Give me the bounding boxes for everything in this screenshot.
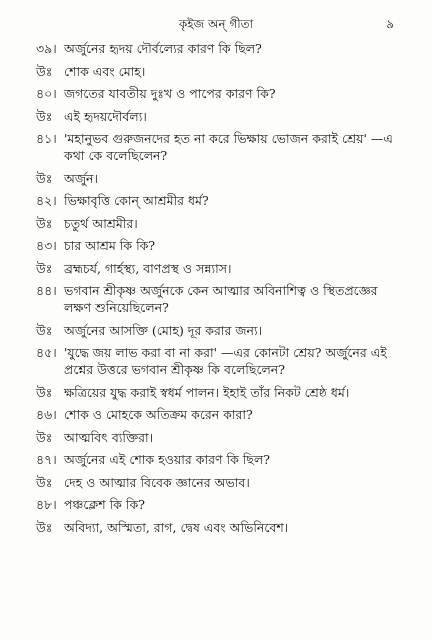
answer-text: দেহ ও আত্মার বিবেক জ্ঞানের অভাব।: [64, 475, 250, 490]
question-row: [36, 40, 408, 57]
question-text: অর্জুনের হৃদয় দৌর্বল্যের কারণ কি ছিল?: [64, 41, 262, 56]
answer-row: [36, 260, 408, 277]
answer-label: উঃ: [36, 323, 53, 338]
question-row: [36, 451, 408, 468]
qa-entry: [36, 282, 408, 339]
answer-label: উঃ: [36, 385, 53, 400]
answer-row: [36, 63, 408, 80]
question-number: ৪৪।: [36, 283, 57, 298]
answer-label: উঃ: [36, 261, 53, 276]
qa-entry: [36, 40, 408, 80]
question-row: [36, 237, 408, 254]
question-row: [36, 85, 408, 102]
question-row: [36, 496, 408, 513]
question-number: ৪৮।: [36, 497, 57, 512]
answer-row: [36, 519, 408, 536]
question-text: ভগবান শ্রীকৃষ্ণ অর্জুনকে কেন আত্মার অবিনাশিত্ব ও স্থিতপ্রজ্ঞের লক্ষণ শুনিয়েছিলেন?: [64, 283, 378, 315]
question-number: ৪০।: [36, 86, 57, 101]
answer-row: [36, 108, 408, 125]
answer-row: [36, 384, 408, 401]
question-text: জগতের যাবতীয় দুঃখ ও পাপের কারণ কি?: [64, 86, 276, 101]
running-title: কৃইজ অন্ গীতা: [178, 17, 254, 31]
question-number: ৪১।: [36, 131, 57, 146]
question-number: ৪৬।: [36, 407, 57, 422]
question-number: ৪৫।: [36, 345, 57, 360]
answer-label: উঃ: [36, 64, 53, 79]
page-header: [0, 14, 432, 34]
answer-text: অর্জুনের আসক্তি (মোহ) দূর করার জন্য।: [64, 323, 263, 338]
answer-label: উঃ: [36, 475, 53, 490]
question-row: [36, 406, 408, 423]
question-text: 'মহানুভব গুরুজনদের হত না করে ভিক্ষায় ভোজন করাই শ্রেয়' —এ কথা কে বলেছিলেন?: [64, 131, 393, 163]
qa-entry: [36, 406, 408, 446]
answer-row: [36, 322, 408, 339]
qa-entry: [36, 237, 408, 277]
qa-entry: [36, 85, 408, 125]
qa-entry: [36, 130, 408, 187]
answer-row: [36, 215, 408, 232]
question-text: শোক ও মোহকে অতিক্রম করেন কারা?: [64, 407, 253, 422]
question-row: [36, 130, 408, 164]
qa-entry: [36, 496, 408, 536]
answer-label: উঃ: [36, 109, 53, 124]
question-number: ৩৯।: [36, 41, 57, 56]
answer-label: উঃ: [36, 520, 53, 535]
question-text: চার আশ্রম কি কি?: [64, 238, 156, 253]
answer-row: [36, 474, 408, 491]
question-text: অর্জুনের এই শোক হওয়ার কারণ কি ছিল?: [64, 452, 270, 467]
question-row: [36, 282, 408, 316]
page-number: ৯: [386, 17, 394, 31]
answer-label: উঃ: [36, 430, 53, 445]
answer-text: অর্জুন।: [64, 171, 98, 186]
answer-text: এই হৃদয়দৌর্বল্য।: [64, 109, 147, 124]
question-row: [36, 344, 408, 378]
answer-label: উঃ: [36, 216, 53, 231]
answer-label: উঃ: [36, 171, 53, 186]
question-answer-list: [36, 40, 408, 541]
question-text: 'যুদ্ধে জয় লাভ করা বা না করা' —এর কোনটা শ্রেয়? অর্জুনের এই প্রশ্নের উত্তরে ভগবান শ্রীকৃষ্ণ কি বলেছিলেন?: [64, 345, 387, 377]
qa-entry: [36, 344, 408, 401]
answer-row: [36, 170, 408, 187]
qa-entry: [36, 451, 408, 491]
answer-text: শোক এবং মোহ।: [64, 64, 146, 79]
answer-text: আত্মবিৎ ব্যক্তিরা।: [64, 430, 154, 445]
question-number: ৪৩।: [36, 238, 57, 253]
question-row: [36, 192, 408, 209]
answer-text: অবিদ্যা, অস্মিতা, রাগ, দ্বেষ এবং অভিনিবেশ।: [64, 520, 289, 535]
answer-text: ক্ষত্রিয়ের যুদ্ধ করাই স্বধর্ম পালন। ইহাই তাঁর নিকট শ্রেষ্ঠ ধর্ম।: [64, 385, 350, 400]
answer-text: ব্রহ্মচর্য, গার্হস্থ্য, বাণপ্রস্থ ও সন্ন্যাস।: [64, 261, 232, 276]
answer-text: চতুর্থ আশ্রমীর।: [64, 216, 138, 231]
question-number: ৪৭।: [36, 452, 57, 467]
question-number: ৪২।: [36, 193, 57, 208]
question-text: পঞ্চক্লেশ কি কি?: [64, 497, 145, 512]
question-text: ভিক্ষাবৃত্তি কোন্ আশ্রমীর ধর্ম?: [64, 193, 209, 208]
answer-row: [36, 429, 408, 446]
qa-entry: [36, 192, 408, 232]
